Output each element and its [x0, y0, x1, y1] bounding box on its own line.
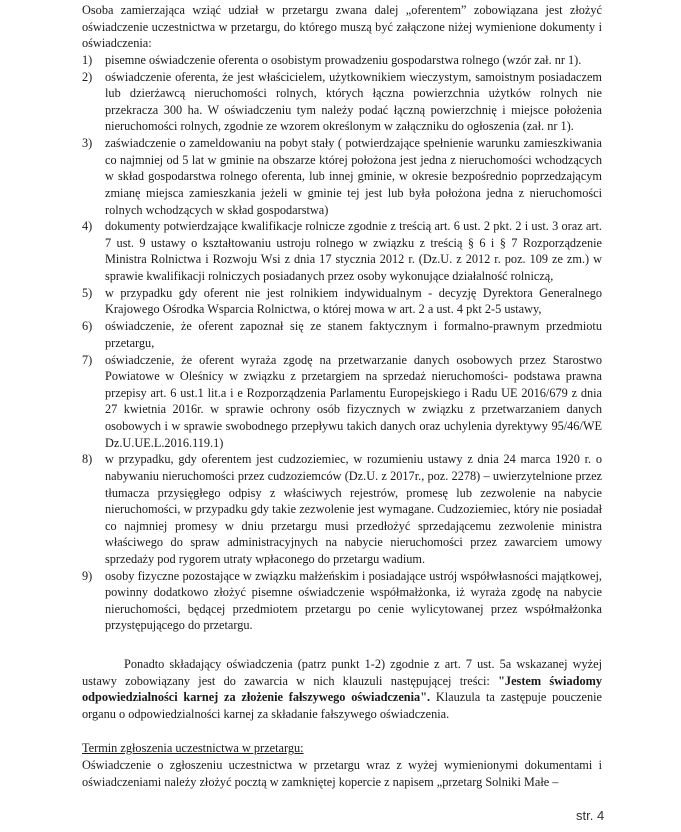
list-item	[82, 285, 602, 318]
item-number: 6)	[82, 319, 93, 334]
item-text: oświadczenie, że oferent wyraża zgodę na przetwarzanie danych osobowych przez Starostwo Powiatowe w Oleśnicy w związku z przetargiem na sprzedaż nieruchomości- podstawa prawna przepisy art. 6 ust.1 lit.a i e Rozporządzenia Parlamentu Europejskiego i Radu UE 2016/679 z dnia 27 kwietnia 2016r. w sprawie ochrony osób fizycznych w związku z przetwarzaniem danych osobowych i w sprawie swobodnego przepływu takich danych oraz uchylenia dyrektywy 95/46/WE Dz.U.UE.L.2016.119.1)	[105, 352, 602, 450]
clause-outro: Klauzula ta zastępuje pouczenie organu o odpowiedzialności karnej za składanie fałszywego oświadczenia.	[82, 690, 602, 721]
requirements-list	[82, 52, 602, 634]
item-number: 2)	[82, 69, 93, 84]
item-number: 5)	[82, 285, 93, 300]
item-text: dokumenty potwierdzające kwalifikacje rolnicze zgodnie z treścią art. 6 ust. 2 pkt. 2 i ust. 3 oraz art. 7 ust. 9 ustawy o kształtowaniu ustroju rolnego w związku z treścią § 6 i § 7 Rozporządzenie Ministra Rolnictwa i Rozwoju Wsi z dnia 17 stycznia 2012 r. (Dz.U. z 2012 r. poz. 109 ze zm.) w sprawie kwalifikacji rolniczych posiadanych przez osoby wykonujące działalność rolniczą,	[105, 219, 602, 284]
list-item	[82, 52, 602, 69]
list-item	[82, 568, 602, 634]
declaration-clause-paragraph	[82, 656, 602, 722]
list-item	[82, 135, 602, 218]
list-item	[82, 69, 602, 135]
item-number: 4)	[82, 219, 93, 234]
clause-quote: "Jestem świadomy odpowiedzialności karnej za złożenie fałszywego oświadczenia".	[82, 673, 603, 705]
intro-paragraph: Osoba zamierzająca wziąć udział w przetargu zwana dalej „oferentem” zobowiązana jest złożyć oświadczenie uczestnictwa w przetargu, do którego muszą być załączone niżej wymienione dokumenty i oświadczenia:	[82, 3, 602, 51]
list-item	[82, 318, 602, 351]
item-text: zaświadczenie o zameldowaniu na pobyt stały ( potwierdzające spełnienie warunku zamieszkiwania co najmniej od 5 lat w gminie na obszarze której położona jest jedna z nieruchomości wchodzących w skład gospodarstwa rolnego oferenta, lub innej gminie, w okresie bezpośrednio poprzedzającym zmianę miejsca zamieszkania jeżeli w gminie tej jest lub była położona jedna z nieruchomości rolnych wchodzących w skład gospodarstwa)	[105, 136, 602, 217]
item-text: osoby fizyczne pozostające w związku małżeńskim i posiadające ustrój współwłasności majątkowej, powinny dodatkowo złożyć pisemne oświadczenie współmałżonka, iż wyraża zgodę na nabycie nieruchomości, będącej przedmiotem przetargu po cenie wylicytowanej przez współmałżonka przystępującego do przetargu.	[105, 568, 602, 633]
item-text: oświadczenie, że oferent zapoznał się ze stanem faktycznym i formalno-prawnym przedmiotu przetargu,	[105, 319, 602, 350]
item-text: oświadczenie oferenta, że jest właścicielem, użytkownikiem wieczystym, samoistnym posiadaczem lub dzierżawcą nieruchomości rolnych, których łączna powierzchnia użytków rolnych nie przekracza 300 ha. W oświadczeniu tym należy podać łączną powierzchnię i miejsce położenia nieruchomości rolnych, zgodnie ze wzorem określonym w załączniku do ogłoszenia (zał. nr 1).	[105, 69, 602, 134]
page-content	[82, 2, 602, 790]
section-text: Oświadczenie o zgłoszeniu uczestnictwa w przetargu wraz z wyżej wymienionymi dokumentami i oświadczeniami należy złożyć pocztą w zamkniętej kopercie z napisem „przetarg Solniki Małe –	[82, 758, 602, 789]
section-heading: Termin zgłoszenia uczestnictwa w przetargu:	[82, 741, 304, 756]
item-number: 3)	[82, 136, 93, 151]
item-text: pisemne oświadczenie oferenta o osobistym prowadzeniu gospodarstwa rolnego (wzór zał. nr 1).	[105, 52, 582, 67]
item-number: 8)	[82, 452, 93, 467]
item-text: w przypadku gdy oferent nie jest rolnikiem indywidualnym - decyzję Dyrektora Generalnego Krajowego Ośrodka Wsparcia Rolnictwa, o której mowa w art. 2 a ust. 4 pkt 2-5 ustawy,	[105, 285, 602, 317]
page-number: str. 4	[576, 808, 605, 823]
item-number: 1)	[82, 52, 93, 67]
item-number: 9)	[82, 568, 93, 583]
clause-intro: Ponadto składający oświadczenia (patrz punkt 1-2) zgodnie z art. 7 ust. 5a wskazanej wyżej ustawy zobowiązany jest do zawarcia w nich klauzuli następującej treści:	[82, 657, 602, 688]
item-text: w przypadku, gdy oferentem jest cudzoziemiec, w rozumieniu ustawy z dnia 24 marca 1920 r. o nabywaniu nieruchomości przez cudzoziemców (Dz.U. z 2017r., poz. 2278) – uwierzytelnione przez tłumacza przysięgłego odpisy z właściwych rejestrów, promesę lub zezwolenie na nabycie nieruchomości, w przypadku gdy takie zezwolenie jest wymagane. Cudzoziemiec, który nie posiadał co najmniej promesy w dniu przetargu musi przedłożyć sprzedającemu zezwolenie ministra właściwego do spraw administracyjnych na nabycie nieruchomości przez zawarciem umowy sprzedaży pod rygorem utraty wpłaconego do przetargu wadium.	[105, 452, 602, 566]
list-item	[82, 451, 602, 567]
list-item	[82, 218, 602, 284]
item-number: 7)	[82, 352, 93, 367]
list-item	[82, 352, 602, 452]
